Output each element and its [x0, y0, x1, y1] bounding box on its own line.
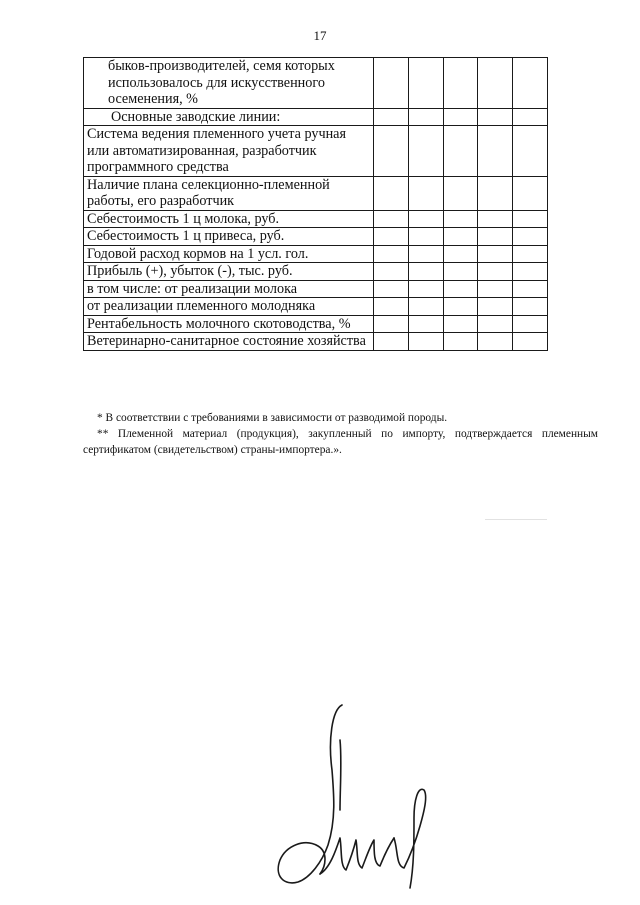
table-row	[84, 298, 548, 316]
empty-cell	[513, 108, 548, 126]
empty-cell	[408, 298, 443, 316]
row-label: от реализации племенного молодняка	[84, 298, 374, 316]
table-row	[84, 280, 548, 298]
table-row	[84, 58, 548, 109]
row-label: Рентабельность молочного скотоводства, %	[84, 315, 374, 333]
empty-cell	[408, 280, 443, 298]
empty-cell	[513, 333, 548, 351]
empty-cell	[443, 298, 478, 316]
empty-cell	[478, 176, 513, 210]
empty-cell	[374, 210, 409, 228]
empty-cell	[443, 280, 478, 298]
table-row	[84, 315, 548, 333]
empty-cell	[374, 108, 409, 126]
empty-cell	[374, 126, 409, 177]
empty-cell	[443, 58, 478, 109]
row-label: Себестоимость 1 ц привеса, руб.	[84, 228, 374, 246]
empty-cell	[408, 333, 443, 351]
empty-cell	[443, 210, 478, 228]
row-label: Система ведения племенного учета ручная или автоматизированная, разработчик программного средства	[84, 126, 374, 177]
empty-cell	[478, 210, 513, 228]
empty-cell	[513, 176, 548, 210]
empty-cell	[478, 298, 513, 316]
table-row	[84, 126, 548, 177]
empty-cell	[478, 228, 513, 246]
empty-cell	[374, 315, 409, 333]
empty-cell	[408, 210, 443, 228]
empty-cell	[478, 315, 513, 333]
empty-cell	[374, 58, 409, 109]
empty-cell	[408, 263, 443, 281]
empty-cell	[374, 176, 409, 210]
handwritten-signature	[270, 700, 450, 890]
empty-cell	[513, 126, 548, 177]
empty-cell	[478, 333, 513, 351]
table-row	[84, 210, 548, 228]
empty-cell	[478, 108, 513, 126]
empty-cell	[408, 58, 443, 109]
empty-cell	[443, 333, 478, 351]
empty-cell	[408, 315, 443, 333]
row-label: Основные заводские линии:	[84, 108, 374, 126]
empty-cell	[443, 245, 478, 263]
row-label: Годовой расход кормов на 1 усл. гол.	[84, 245, 374, 263]
empty-cell	[443, 263, 478, 281]
row-label: Прибыль (+), убыток (-), тыс. руб.	[84, 263, 374, 281]
empty-cell	[374, 280, 409, 298]
empty-cell	[374, 263, 409, 281]
table-row	[84, 263, 548, 281]
empty-cell	[513, 280, 548, 298]
empty-cell	[408, 108, 443, 126]
row-label: Себестоимость 1 ц молока, руб.	[84, 210, 374, 228]
scan-artifact-line	[485, 519, 547, 520]
footnotes	[83, 410, 598, 458]
row-label: в том числе: от реализации молока	[84, 280, 374, 298]
table-row	[84, 176, 548, 210]
empty-cell	[408, 245, 443, 263]
empty-cell	[478, 263, 513, 281]
row-label: Ветеринарно-санитарное состояние хозяйства	[84, 333, 374, 351]
footnote-breed-requirements: * В соответствии с требованиями в зависимости от разводимой породы.	[97, 412, 448, 424]
empty-cell	[513, 210, 548, 228]
empty-cell	[513, 315, 548, 333]
breeding-indicators-table	[83, 57, 548, 351]
empty-cell	[408, 126, 443, 177]
empty-cell	[408, 176, 443, 210]
table-row	[84, 228, 548, 246]
empty-cell	[478, 245, 513, 263]
empty-cell	[513, 228, 548, 246]
empty-cell	[513, 58, 548, 109]
empty-cell	[443, 228, 478, 246]
empty-cell	[513, 298, 548, 316]
empty-cell	[374, 245, 409, 263]
table-row	[84, 108, 548, 126]
empty-cell	[374, 228, 409, 246]
table-body	[84, 58, 548, 351]
empty-cell	[513, 245, 548, 263]
empty-cell	[443, 108, 478, 126]
empty-cell	[478, 126, 513, 177]
empty-cell	[408, 228, 443, 246]
empty-cell	[513, 263, 548, 281]
row-label: Наличие плана селекционно-племенной работы, его разработчик	[84, 176, 374, 210]
empty-cell	[374, 298, 409, 316]
empty-cell	[478, 58, 513, 109]
empty-cell	[443, 126, 478, 177]
row-label: быков-производителей, семя которых использовалось для искусственного осеменения, %	[84, 58, 374, 109]
empty-cell	[478, 280, 513, 298]
page-number: 17	[313, 28, 327, 43]
empty-cell	[374, 333, 409, 351]
table-row	[84, 333, 548, 351]
empty-cell	[443, 315, 478, 333]
table-row	[84, 245, 548, 263]
footnote-import-certificate: ** Племенной материал (продукция), закупленный по импорту, подтверждается племенным сертификатом (свидетельством) страны-импортера.».	[83, 428, 598, 456]
empty-cell	[443, 176, 478, 210]
